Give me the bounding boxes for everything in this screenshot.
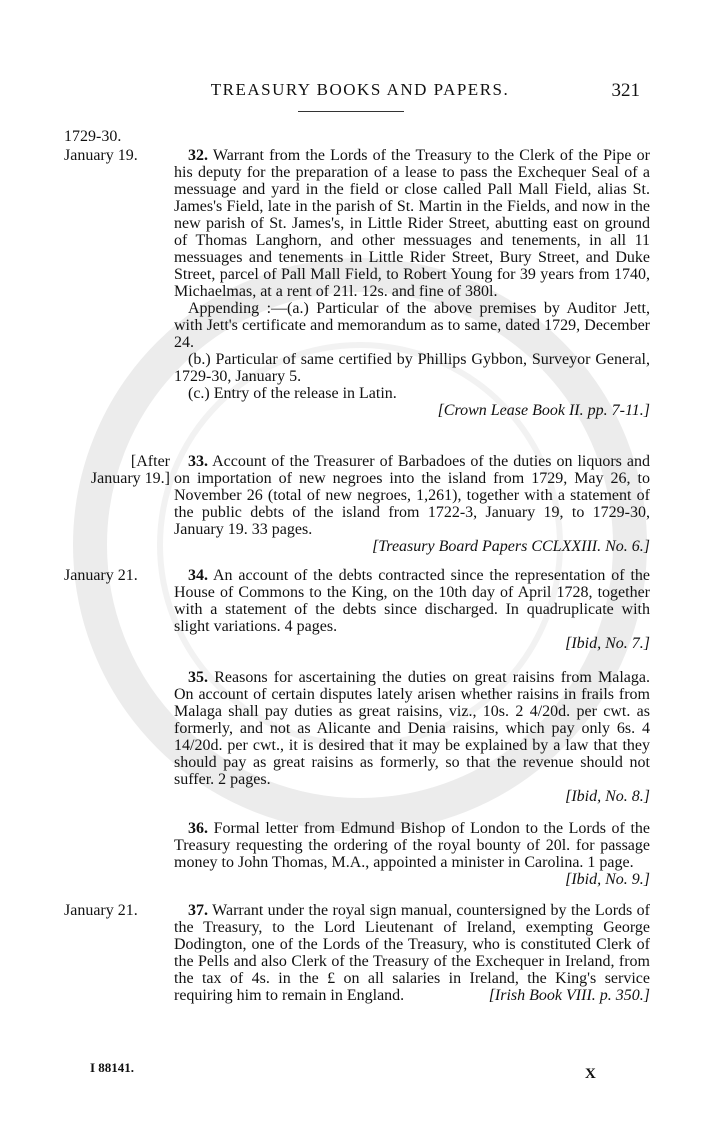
entry-text: Warrant under the royal sign manual, countersigned by the Lords of the Treasury, to the Lord Lieutenant of Ireland, exempting George Dodington, one of the Lords of the Treasury, who is constituted Clerk of the Pells and also Clerk of the Treasury of the Exchequer in Ireland, from the tax of 4s. in the £ on all salaries in Ireland, the King's service requiring him to remain in England. [174,902,650,1004]
entry-body [174,820,650,888]
entry-number: 32. [188,147,208,164]
entry-sub-b: (b.) Particular of same certified by Phillips Gybbon, Surveyor General, 1729-30, January 5. [174,351,650,385]
entry-citation: [Irish Book VIII. p. 350.] [488,987,650,1004]
entry-body [174,567,650,652]
running-title: TREASURY BOOKS AND PAPERS. [210,80,510,99]
entry-body [174,147,650,419]
entry-text: Account of the Treasurer of Barbadoes of the duties on liquors and on importation of new negroes into the island from 1729, May 26, to November 26 (total of new negroes, 1,261), together with a statement of the public debts of the island from 1722-3, January 19, to 1729-30, January 19. 33 pages. [174,453,650,538]
entry-number: 33. [188,453,208,470]
entry-body [174,453,650,555]
entry-date: January 21. [64,902,138,919]
gathering-mark: X [585,1066,596,1082]
entry-number: 35. [188,669,208,686]
entry-text: Formal letter from Edmund Bishop of London to the Lords of the Treasury requesting the ordering of the royal bounty of 20l. for passage money to John Thomas, M.A., appointed a minister in Carolina. 1 page. [174,820,651,871]
entry-citation: [Ibid, No. 8.] [565,788,650,805]
entry-appending: Appending :—(a.) Particular of the above premises by Auditor Jett, with Jett's certificate and memorandum as to same, dated 1729, December 24. [174,300,650,351]
entry-text: Warrant from the Lords of the Treasury to the Clerk of the Pipe or his deputy for the preparation of a lease to pass the Exchequer Seal of a messuage and yard in the field or close called Pall Mall Field, alias St. James's Field, late in the parish of St. Martin in the Fields, and now in the new parish of St. James's, in Little Rider Street, abutting east on ground of Thomas Langhorn, and other messuages and tenements, in all 11 messuages and tenements in Little Rider Street, Bury Street, and Duke Street, parcel of Pall Mall Field, to Robert Young for 39 years from 1740, Michaelmas, at a rent of 21l. 12s. and fine of 380l. [174,147,651,300]
entry-citation: [Ibid, No. 7.] [565,635,650,652]
page-footer [0,1060,720,1090]
entry-body [174,669,650,805]
entry-year: 1729-30. [64,128,122,145]
printer-signature: I 88141. [90,1060,135,1075]
entry-citation: [Treasury Board Papers CCLXXIII. No. 6.] [372,538,650,555]
entry-number: 36. [188,820,208,837]
entry-body [174,902,650,1004]
entry-number: 34. [188,567,208,584]
entry-date: January 19. [64,147,138,164]
page-header [0,80,720,120]
page-number: 321 [611,80,640,101]
entry-text: Reasons for ascertaining the duties on great raisins from Malaga. On account of certain disputes lately arisen whether raisins in frails from Malaga shall pay duties as great raisins, viz., 10s. 2 4/20d. per cwt. as formerly, and not as Alicante and Denia raisins, which pay only 6s. 4 14/20d. per cwt., it is desired that it may be explained by a law that they should pay as great raisins as formerly, so that the revenue should not suffer. 2 pages. [174,669,651,788]
entry-date-line2: January 19.] [90,470,170,487]
entry-number: 37. [188,902,208,919]
entry-date: January 21. [64,567,138,584]
entry-sub-c: (c.) Entry of the release in Latin. [188,385,397,402]
entry-text: An account of the debts contracted since the representation of the House of Commons to the King, on the 10th day of April 1728, together with a statement of the debts since discharged. In quadruplicate with slight variations. 4 pages. [174,567,651,635]
entry-date-line1: [After [130,453,170,470]
entry-citation: [Crown Lease Book II. pp. 7-11.] [437,402,650,419]
header-rule [298,111,404,112]
entry-citation: [Ibid, No. 9.] [565,871,650,888]
